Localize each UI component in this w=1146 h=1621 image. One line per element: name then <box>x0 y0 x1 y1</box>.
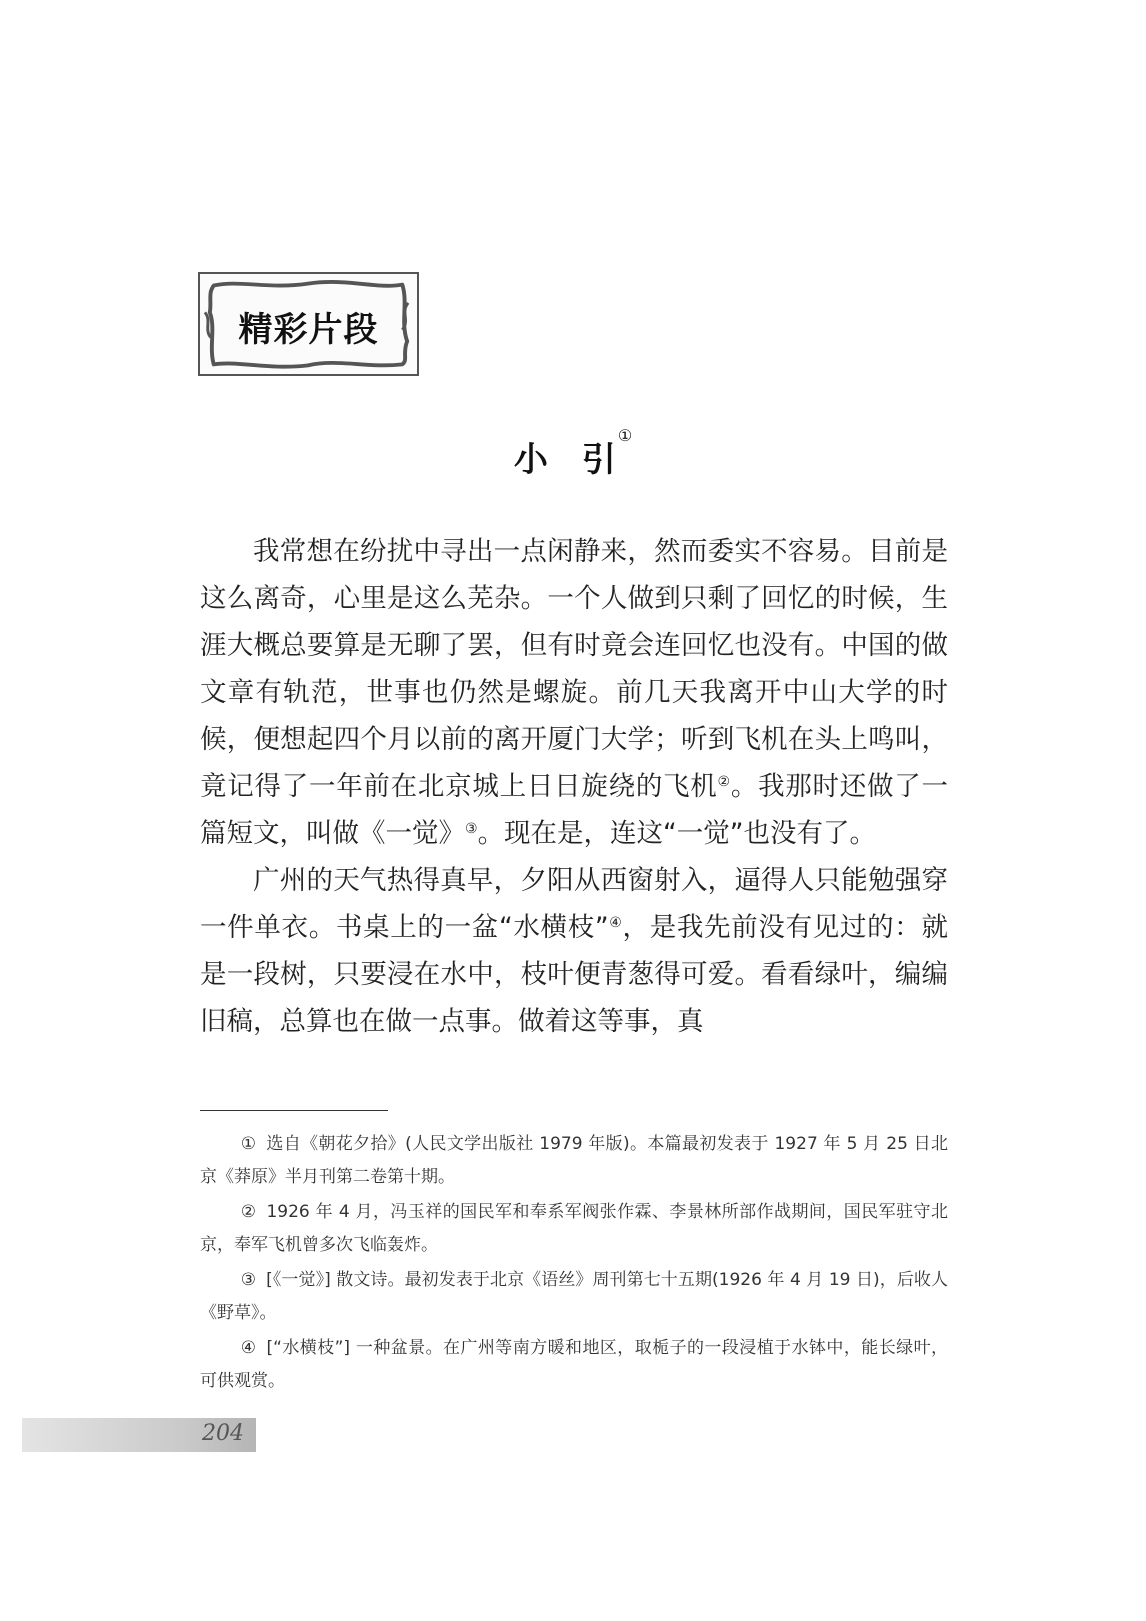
paragraph-text: 我常想在纷扰中寻出一点闲静来，然而委实不容易。目前是这么离奇，心里是这么芜杂。一个人做到只剩了回忆的时候，生涯大概总要算是无聊了罢，但有时竟会连回忆也没有。中国的做文章有轨范，世事也仍然是螺旋。前几天我离开中山大学的时候，便想起四个月以前的离开厦门大学；听到飞机在头上鸣叫，竟记得了一年前在北京城上日日旋绕的飞机 <box>200 536 948 802</box>
footnote-item <box>200 1196 948 1262</box>
article-title-char-1: 小 <box>513 440 548 480</box>
footnote-ref[interactable]: ④ <box>608 915 623 931</box>
footnote-ref[interactable]: ② <box>717 774 731 790</box>
footnote-divider <box>200 1110 388 1111</box>
footnotes <box>200 1128 948 1400</box>
article-title <box>200 426 946 481</box>
footnote-marker: ① <box>240 1134 257 1154</box>
article-title-char-2: 引 <box>581 440 616 480</box>
paragraph-text: 。我那时还做了一篇短文，叫做《一觉》 <box>200 771 948 849</box>
paragraph-text: ，是我先前没有见过的：就是一段树，只要浸在水中，枝叶便青葱得可爱。看看绿叶，编编旧稿，总算也在做一点事。做着这等事，真 <box>200 912 948 1037</box>
footnote-item <box>200 1332 948 1398</box>
article-body <box>200 528 948 1045</box>
footnote-marker: ③ <box>240 1270 257 1290</box>
paragraph-text: 。现在是，连这“一觉”也没有了。 <box>477 818 877 849</box>
footnote-item <box>200 1128 948 1194</box>
paragraph <box>200 857 948 1045</box>
section-heading: 精彩片段 <box>238 310 379 350</box>
footnote-text: [“水横枝”] 一种盆景。在广州等南方暖和地区，取栀子的一段浸植于水钵中，能长绿叶，可供观赏。 <box>200 1338 948 1391</box>
page-number-band <box>22 1418 256 1452</box>
paragraph <box>200 528 948 857</box>
paragraph-text: 广州的天气热得真早，夕阳从西窗射入，逼得人只能勉强穿一件单衣。书桌上的一盆“水横枝” <box>200 865 948 943</box>
footnote-text: 1926 年 4 月，冯玉祥的国民军和奉系军阀张作霖、李景林所部作战期间，国民军驻守北京，奉军飞机曾多次飞临轰炸。 <box>200 1202 948 1255</box>
section-heading-box <box>198 272 419 376</box>
footnote-marker: ④ <box>240 1338 257 1358</box>
page-number: 204 <box>202 1421 244 1446</box>
footnote-ref[interactable]: ③ <box>465 821 478 837</box>
footnote-marker: ② <box>240 1202 257 1222</box>
title-footnote-marker: ① <box>617 426 633 445</box>
footnote-text: [《一觉》] 散文诗。最初发表于北京《语丝》周刊第七十五期(1926 年 4 月 19 日)，后收人《野草》。 <box>200 1270 948 1323</box>
footnote-text: 选自《朝花夕拾》(人民文学出版社 1979 年版)。本篇最初发表于 1927 年 5 月 25 日北京《莽原》半月刊第二卷第十期。 <box>200 1134 948 1187</box>
footnote-item <box>200 1264 948 1330</box>
